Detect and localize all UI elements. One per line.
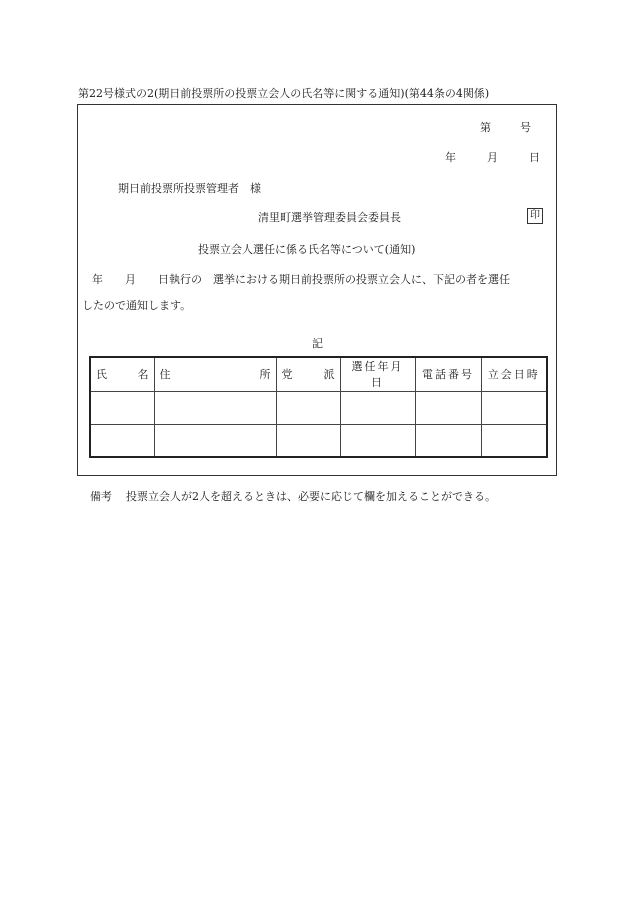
- header-party: 党 派: [276, 357, 340, 391]
- cell-address: [154, 391, 276, 424]
- header-phone-number: 電話番号: [415, 357, 481, 391]
- appointee-table: [89, 356, 548, 458]
- remarks-label: 備考: [90, 490, 112, 503]
- cell-name: [90, 391, 154, 424]
- cell-name: [90, 424, 154, 457]
- remarks-note: [90, 488, 496, 504]
- ki-heading: 記: [312, 337, 323, 350]
- subject-line: 投票立会人選任に係る氏名等について(通知): [198, 243, 416, 256]
- doc-number-prefix: 第: [480, 121, 491, 134]
- header-appointment-date: 選任年月日: [340, 357, 415, 391]
- cell-party: [276, 391, 340, 424]
- remarks-text: 投票立会人が2人を超えるときは、必要に応じて欄を加えることができる。: [126, 490, 496, 503]
- header-address: 住 所: [154, 357, 276, 391]
- notification-form: [77, 104, 557, 476]
- cell-phone-number: [415, 424, 481, 457]
- table-row: [90, 424, 547, 457]
- table-row: [90, 391, 547, 424]
- form-heading: 第22号様式の2(期日前投票所の投票立会人の氏名等に関する通知)(第44条の4関係): [78, 87, 490, 100]
- cell-party: [276, 424, 340, 457]
- cell-appointment-date: [340, 391, 415, 424]
- sender: 清里町選挙管理委員会委員長: [258, 211, 401, 224]
- header-attendance-datetime: 立会日時: [481, 357, 547, 391]
- date-day: 日: [529, 151, 540, 164]
- cell-phone-number: [415, 391, 481, 424]
- cell-address: [154, 424, 276, 457]
- date-month: 月: [487, 151, 498, 164]
- issue-date: [445, 149, 540, 165]
- document-number: [480, 119, 531, 135]
- header-name: 氏 名: [90, 357, 154, 391]
- doc-number-suffix: 号: [520, 121, 531, 134]
- seal-mark: 印: [527, 208, 543, 224]
- table-header-row: [90, 357, 547, 391]
- cell-attendance-datetime: [481, 424, 547, 457]
- addressee: 期日前投票所投票管理者 様: [118, 182, 261, 195]
- cell-appointment-date: [340, 424, 415, 457]
- body-text-line-2: したので通知します。: [82, 299, 192, 312]
- body-text-line-1: 年 月 日執行の 選挙における期日前投票所の投票立会人に、下記の者を選任: [92, 273, 510, 286]
- cell-attendance-datetime: [481, 391, 547, 424]
- date-year: 年: [445, 151, 456, 164]
